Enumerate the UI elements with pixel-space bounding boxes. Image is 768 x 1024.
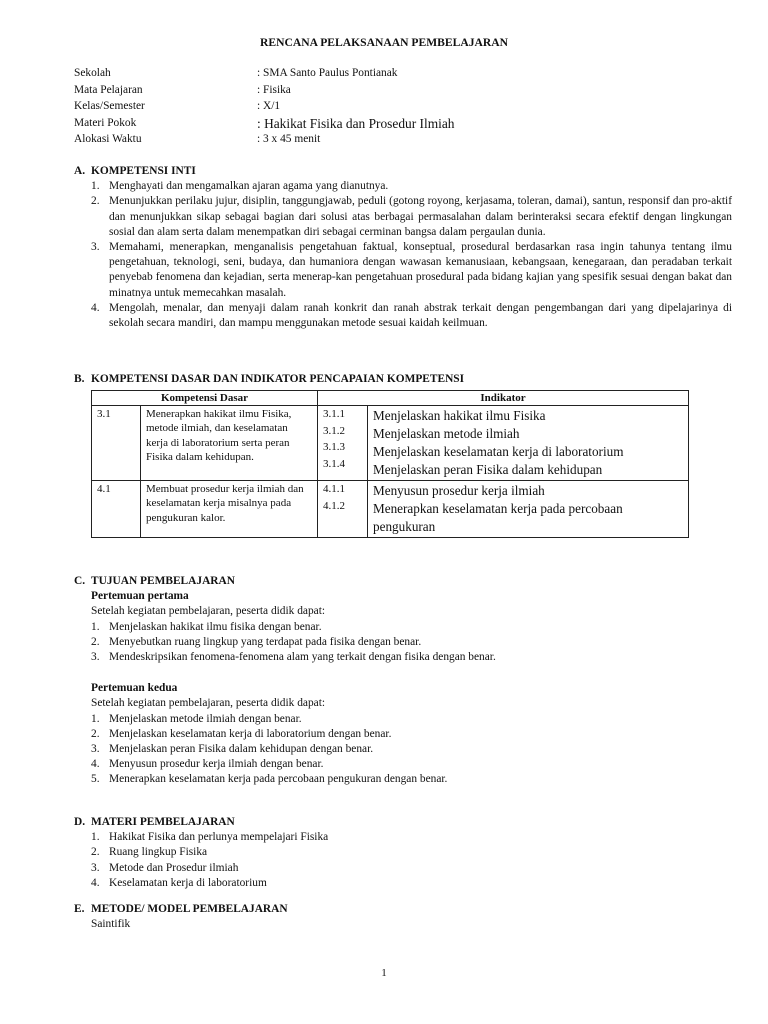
item-text: Mengolah, menalar, dan menyaji dalam ranah konkrit dan ranah abstrak terkait dengan pengembangan dari yang dipelajarinya di sekolah secara mandiri, dan mampu menggunakan metode sesuai kaidah keilmuan. [109,301,732,330]
kd-text: Menerapkan hakikat ilmu Fisika, metode ilmiah, dan keselamatan kerja di laboratorium serta peran Fisika dalam kehidupan. [141,406,318,481]
indicator-code: 3.1.3 [323,441,345,454]
table-row [92,406,689,481]
section-tujuan-pembelajaran [74,574,732,788]
identity-value: : X/1 [257,100,281,113]
list-item [91,179,732,194]
item-number: 2. [91,195,100,208]
indicator-codes [318,406,368,481]
list-item [91,830,732,845]
item-text: Ruang lingkup Fisika [109,846,208,859]
section-title: KOMPETENSI INTI [91,165,196,177]
item-text: Menjelaskan metode ilmiah dengan benar. [109,712,302,725]
section-kompetensi-dasar [74,372,732,387]
identity-value: : 3 x 45 menit [257,133,321,146]
section-letter: B. [74,373,85,385]
indicator-text: Menjelaskan peran Fisika dalam kehidupan [373,462,603,478]
item-number: 1. [91,180,100,193]
identity-row [74,116,734,133]
indicator-texts [368,406,689,481]
section-title: MATERI PEMBELAJARAN [91,816,235,828]
section-letter: D. [74,816,86,828]
item-text: Memahami, menerapkan, menganalisis pengetahuan faktual, konseptual, prosedural berdasarkan rasa ingin tahunya tentang ilmu pengetahuan, teknologi, seni, budaya, dan humaniora dengan wawasan kemanusiaan, kebangsaan, kenegaraan, dan peradaban terkait penyebab fenomena dan kejadian, serta menerap-kan pengetahuan prosedural pada bidang kajian yang spesifik sesuai dengan bakat dan minatnya untuk memecahkan masalah. [109,241,732,299]
table-row [92,481,689,538]
meeting-second [91,681,732,787]
identity-row [74,83,734,100]
identity-value: : Fisika [257,83,291,96]
kd-number: 4.1 [92,481,141,538]
list-item [91,620,732,635]
indicator-column-header: Indikator [318,391,689,406]
meeting-title: Pertemuan pertama [91,590,189,603]
identity-key: Mata Pelajaran [74,83,143,96]
identity-block [74,66,734,149]
section-title: TUJUAN PEMBELAJARAN [91,575,235,587]
item-number: 3. [91,743,100,756]
indicator-code: 4.1.1 [323,483,345,496]
section-title: KOMPETENSI DASAR DAN INDIKATOR PENCAPAIAN KOMPETENSI [91,373,465,385]
indicator-code: 3.1.2 [323,424,345,437]
item-text: Hakikat Fisika dan perlunya mempelajari Fisika [109,831,329,844]
identity-key: Materi Pokok [74,116,137,129]
identity-row [74,99,734,116]
list-item [91,772,732,787]
list-item [91,650,732,665]
list-item [91,635,732,650]
indicator-text: Menjelaskan keselamatan kerja di laboratorium [373,444,624,460]
kd-number: 3.1 [92,406,141,481]
section-metode-pembelajaran [74,902,732,932]
item-number: 2. [91,727,100,740]
list-item [91,742,732,757]
item-text: Metode dan Prosedur ilmiah [109,861,239,874]
indicator-code: 3.1.4 [323,457,345,470]
kd-text: Membuat prosedur kerja ilmiah dan keselamatan kerja misalnya pada pengukuran kalor. [141,481,318,538]
document-title: RENCANA PELAKSANAAN PEMBELAJARAN [260,36,508,49]
item-number: 1. [91,712,100,725]
item-number: 3. [91,651,100,664]
item-number: 5. [91,773,100,786]
identity-value: : Hakikat Fisika dan Prosedur Ilmiah [257,115,455,131]
indicator-code: 3.1.1 [323,408,345,421]
identity-key: Kelas/Semester [74,100,145,113]
item-text: Menyusun prosedur kerja ilmiah dengan benar. [109,758,324,771]
item-number: 4. [91,876,100,889]
metode-text: Saintifik [91,918,131,931]
item-text: Menerapkan keselamatan kerja pada percobaan pengukuran dengan benar. [109,773,448,786]
indicator-texts [368,481,689,538]
indicator-text: Menjelaskan hakikat ilmu Fisika [373,408,546,424]
section-letter: C. [74,575,86,587]
list-item [91,301,732,331]
kompetensi-inti-list [91,179,732,331]
identity-key: Alokasi Waktu [74,133,142,146]
item-text: Menunjukkan perilaku jujur, disiplin, tanggungjawab, peduli (gotong royong, kerjasama, toleran, damai), santun, responsif dan pro-aktif dan menunjukkan sikap sebagai bagian dari solusi atas berbagai permasalahan dalam berinteraksi secara efektif dengan lingkungan sosial dan alam serta dalam menempatkan diri sebagai cerminan bangsa dalam pergaulan dunia. [109,195,732,238]
section-letter: A. [74,165,86,177]
section-materi-pembelajaran [74,815,732,891]
item-number: 4. [91,301,100,314]
section-heading [74,164,732,179]
item-text: Menjelaskan peran Fisika dalam kehidupan dengan benar. [109,743,374,756]
item-text: Menjelaskan keselamatan kerja di laboratorium dengan benar. [109,727,392,740]
identity-value: : SMA Santo Paulus Pontianak [257,67,398,79]
meeting-intro: Setelah kegiatan pembelajaran, peserta didik dapat: [91,697,326,710]
item-number: 2. [91,846,100,859]
section-heading [74,815,732,830]
indicator-code: 4.1.2 [323,499,345,512]
item-text: Menjelaskan hakikat ilmu fisika dengan benar. [109,620,322,633]
item-number: 1. [91,831,100,844]
section-heading [74,902,732,917]
item-number: 3. [91,241,100,254]
meeting-intro: Setelah kegiatan pembelajaran, peserta didik dapat: [91,605,326,618]
meeting-title: Pertemuan kedua [91,682,178,695]
identity-key: Sekolah [74,67,111,79]
objective-list [91,620,732,666]
list-item [91,727,732,742]
list-item [91,240,732,301]
meeting-first [91,589,732,665]
list-item [91,876,732,891]
section-heading [74,574,732,589]
list-item [91,757,732,772]
materi-list [91,830,732,891]
item-number: 3. [91,861,100,874]
indicator-text: Menerapkan keselamatan kerja pada percobaan pengukuran [373,501,623,535]
list-item [91,845,732,860]
item-number: 2. [91,635,100,648]
indicator-codes [318,481,368,538]
section-title: METODE/ MODEL PEMBELAJARAN [91,903,288,915]
table-header-row [92,391,689,406]
identity-row [74,132,734,149]
section-kompetensi-inti [74,164,732,331]
list-item [91,712,732,727]
item-text: Mendeskripsikan fenomena-fenomena alam yang terkait dengan fisika dengan benar. [109,651,496,664]
list-item [91,194,732,240]
item-number: 1. [91,620,100,633]
kd-column-header: Kompetensi Dasar [92,391,318,406]
item-number: 4. [91,758,100,771]
kd-indicator-table [91,390,689,538]
section-heading [74,372,732,387]
item-text: Menyebutkan ruang lingkup yang terdapat pada fisika dengan benar. [109,635,422,648]
objective-list [91,712,732,788]
item-text: Menghayati dan mengamalkan ajaran agama yang dianutnya. [109,180,389,193]
item-text: Keselamatan kerja di laboratorium [109,876,267,889]
identity-row [74,66,734,83]
section-letter: E. [74,903,85,915]
indicator-text: Menyusun prosedur kerja ilmiah [373,483,545,499]
page-number: 1 [381,967,387,979]
list-item [91,861,732,876]
indicator-text: Menjelaskan metode ilmiah [373,426,520,442]
